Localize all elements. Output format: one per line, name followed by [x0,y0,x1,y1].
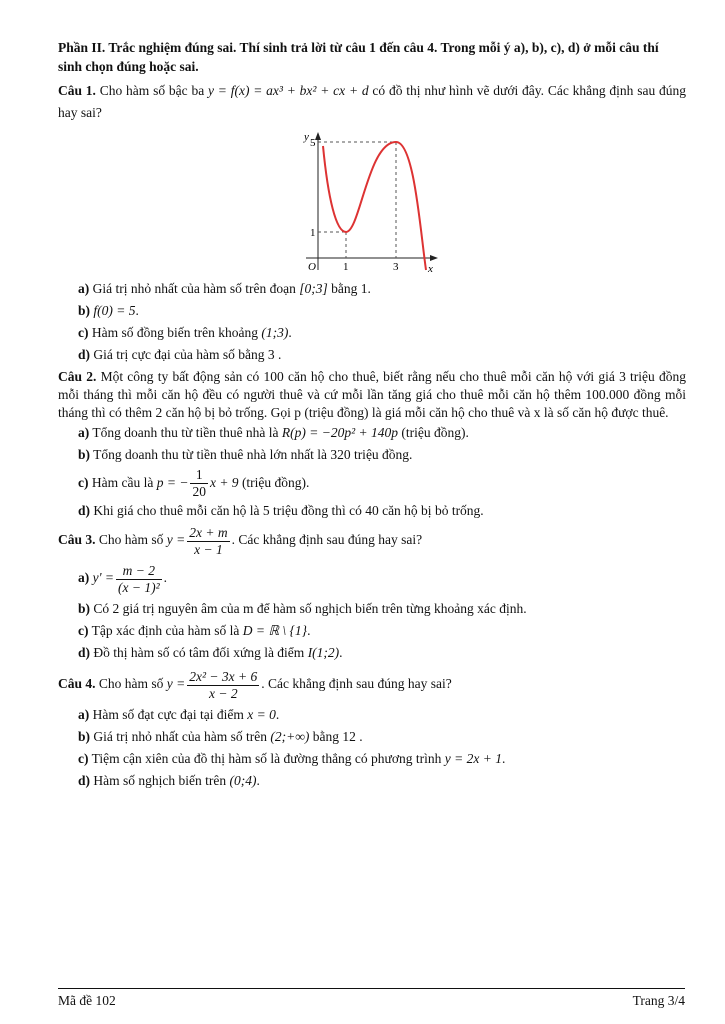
tick-y1: 1 [310,227,316,239]
option-label: b) [78,729,91,745]
fraction [187,669,259,702]
option-text: Hàm số đạt cực đại tại điểm [92,707,244,723]
question-4-option-b [78,726,686,748]
option-math: y = 2x + 1 [444,751,502,767]
exam-page [58,38,686,792]
option-math: R(p) = −20p² + 140p [281,425,399,440]
option-end: . [256,773,260,789]
x-axis-label: x [428,263,433,275]
question-2-label: Câu 2. [58,369,97,384]
question-1-intro: Cho hàm số bậc ba [99,83,205,98]
question-2-option-d [78,500,686,522]
fraction-numerator: m − 2 [116,563,162,580]
question-4-rest: . Các khẳng định sau đúng hay sai? [261,676,452,692]
option-text: Hàm cầu là [91,475,154,490]
option-text: Đồ thị hàm số có tâm đối xứng là điểm [93,645,305,661]
fraction [190,467,208,500]
question-2-option-b [78,444,686,466]
cubic-curve [323,142,426,270]
question-1-option-c [78,322,686,344]
question-2-option-a [78,422,686,444]
fraction-numerator: 2x + m [189,524,228,540]
page-number: Trang 3/4 [632,993,685,1008]
question-1-option-a [78,278,686,300]
question-4-intro: Cho hàm số [98,676,164,692]
question-3-label: Câu 3. [58,532,96,548]
question-4-label: Câu 4. [58,676,96,692]
option-label: a) [78,707,90,723]
question-1-option-d [78,344,686,366]
option-end: . [288,325,292,340]
option-text: Hàm số đồng biến trên khoảng [91,325,258,340]
option-text: Tiệm cận xiên của đồ thị hàm số là đường thẳng có phương trình [91,751,442,767]
option-math: [0;3] [299,281,328,296]
option-math: D = ℝ \ {1} [242,623,308,639]
question-1-label: Câu 1. [58,83,96,98]
fraction-numerator: 2x² − 3x + 6 [189,668,258,684]
fraction-denominator: (x − 1)² [118,579,160,595]
tick-x1: 1 [343,261,349,273]
question-2-text: Một công ty bất động sản có 100 căn hộ cho thuê, biết rằng nếu cho thuê mỗi căn hộ với giá 3 triệu đồng mỗi tháng thì mỗi căn hộ đều có người thuê và cứ mỗi lần tăng giá cho thuê mỗi căn hộ thêm 100.000 đồng mỗi tháng thì có thêm 2 căn hộ bị bỏ trống. Gọi p (triệu đồng) là giá mỗi căn hộ cho thuê và x là số căn hộ được thuê. [58,369,686,420]
question-1 [58,80,686,124]
option-label: d) [78,645,91,661]
option-math: (1;3) [261,325,289,340]
option-text: Tổng doanh thu từ tiền thuê nhà là [92,425,279,440]
tick-x3: 3 [393,261,399,273]
fraction [187,525,229,558]
option-label: a) [78,281,90,296]
fraction [116,563,162,596]
question-3-option-b [78,598,686,620]
cubic-graph [288,128,438,278]
question-2 [58,368,686,422]
question-3-intro: Cho hàm số [98,532,164,548]
option-text: Tập xác định của hàm số là [91,623,240,639]
option-end: . [307,623,311,639]
option-end: . [501,751,506,767]
option-text: Tổng doanh thu từ tiền thuê nhà lớn nhất là 320 triệu đồng. [93,447,413,462]
option-end: . [339,645,343,661]
question-3-rest: . Các khẳng định sau đúng hay sai? [231,532,423,548]
option-text: Giá trị cực đại của hàm số bằng 3 . [93,347,282,362]
option-end: (triệu đồng). [241,475,310,490]
question-4 [58,664,686,704]
option-math: (0;4) [229,773,257,789]
option-end: bằng 12 . [312,729,363,745]
origin-label: O [308,261,316,273]
option-math: p = − [156,475,189,490]
option-end: . [163,570,168,586]
question-4-option-c [78,748,686,770]
option-label: c) [78,623,89,639]
option-text: Giá trị nhỏ nhất của hàm số trên [93,729,267,745]
option-text: Có 2 giá trị nguyên âm của m để hàm số nghịch biến trên từng khoảng xác định. [93,601,527,617]
question-3-option-c [78,620,686,642]
question-3 [58,522,686,558]
option-math: x + 9 [209,475,239,490]
option-label: c) [78,325,89,340]
option-label: c) [78,751,89,767]
page-footer [58,988,685,1009]
x-axis-arrow-icon [430,255,438,261]
option-text: Giá trị nhỏ nhất của hàm số trên đoạn [92,281,296,296]
question-3-y-eq: y = [166,532,186,548]
option-text: Khi giá cho thuê mỗi căn hộ là 5 triệu đồng thì có 40 căn hộ bị bỏ trống. [93,503,484,519]
option-math: (2;+∞) [270,729,310,745]
option-label: b) [78,303,91,318]
question-1-rest: có đồ thị như hình vẽ dưới đây. Các khẳng định sau đúng hay sai? [58,83,687,120]
question-4-y-eq: y = [166,676,186,692]
fraction-denominator: 20 [192,484,206,500]
fraction-denominator: x − 1 [194,541,223,557]
y-axis-label: y [304,131,309,143]
option-label: c) [78,475,89,490]
option-end: . [275,707,280,723]
option-label: a) [78,570,90,586]
exam-code: Mã đề 102 [58,993,116,1008]
question-3-option-a [78,558,686,598]
option-end: bằng 1. [331,281,371,296]
option-label: d) [78,347,91,362]
question-1-option-b [78,300,686,322]
option-end: . [135,303,139,318]
option-label: b) [78,601,91,617]
option-label: a) [78,425,90,440]
tick-y5: 5 [310,137,316,149]
question-2-option-c [78,466,686,500]
question-3-option-d [78,642,686,664]
option-label: d) [78,503,91,519]
option-text: Hàm số nghịch biến trên [93,773,227,789]
option-end: (triệu đồng). [401,425,469,440]
option-label: d) [78,773,91,789]
option-math: I(1;2) [307,645,340,661]
question-4-option-d [78,770,686,792]
fraction-numerator: 1 [190,467,208,484]
fraction-denominator: x − 2 [208,685,238,701]
option-math: x = 0 [247,707,276,723]
option-math: y' = [92,570,114,586]
y-axis-arrow-icon [315,132,321,140]
section-header: Phần II. Trắc nghiệm đúng sai. Thí sinh trả lời từ câu 1 đến câu 4. Trong mỗi ý a), b), c), d) ở mỗi câu thí sinh chọn đúng hoặc sai. [58,40,659,74]
question-4-option-a [78,704,686,726]
option-math: f(0) = 5 [93,303,136,318]
option-label: b) [78,447,91,462]
question-1-formula: y = f(x) = ax³ + bx² + cx + d [208,83,369,98]
